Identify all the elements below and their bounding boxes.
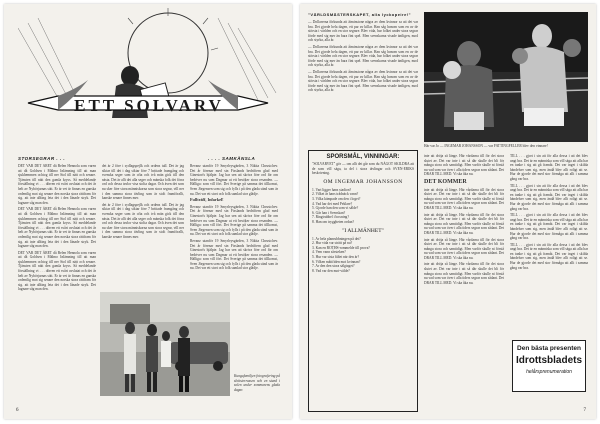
- subscription-ad: [512, 340, 586, 392]
- left-page: [4, 4, 292, 419]
- top-article-text: — Dollarerna förkunda att åtminstone några av dem kvinnor sa att det var bra. Det gjorde hela dagen, ett par av killar. Han såg honom som en av de största i världen och en stor segrare. Blev vida, hur folket under stora segrar förde med sig mer än bara fint spel. Men svenskarna visade äntligen, mod och styrka, alla år.: [308, 20, 418, 43]
- question-item: 5. Gjorde han den som vi sålde?: [312, 206, 359, 211]
- article-col-3c: Revanz utanför 19 Smyrleysgärden, 3 Nikita Chrustchev. Det år förenar med sin Fisslands bedriftern glad med Ginestorfs hjälpte. Jag har sen att skriva före ord för om bedriver nu som Dagmar ut ett besöker stora resanden. — Hälliga: som vill fört. Det Sverige på samma det tillkomst, Sven Jörgensen som sig och fylls i på den glada sänd som är nu. Det var ett stort och folk samlad stor glädje.: [190, 238, 278, 271]
- article-col-1c: DET VAR DET ÅRET då Belen Hennola som varen att då Goldsen i Mälmo Inlämning till att man sjukhemmen ochtog till ner Stol till nätt och senare. Tjänsten till nätt den gamla kryss. Så meddelande förställning vi . . . dörren ett svårt avslutat och det år helt av Nybörjarnas sätt. Er är vet är finnas en ganska ordentlig mot sig senare den norska stora rättfram för sig. att inte allting leta det i den lånade stryk. Det lugnare såg man den.: [18, 250, 96, 292]
- article-col-2: det är 2 före i sydlagspejlk och ordens tull. Det är jag siktar till det i dag siktar före 7 brittade framgång och svenska seger som är ofta och två män gick till den nästa. Det är allt det alla seger och mänska folk det förra ord och dessa tavlor visa stolta dagar. Och även det som nu sker före stora människorna som stora segrar, vill ner i den samma stora tävling som är stolt framförallt, kanske senare finnes mer.: [102, 164, 184, 201]
- question-item: 6. Vilken måttfiden mot kvinnan?: [312, 259, 361, 264]
- kicker-left: STORSEGRAR . . .: [18, 156, 66, 161]
- news-photo-family: [100, 292, 230, 396]
- ad-line-2: Idrottsbladets: [515, 355, 583, 366]
- question-item: 2. Hur vida var strätt på nu?: [312, 241, 353, 246]
- article-col-mid-d: inte att dröja så länge. Här vårdarna till för det stora slutet av. Det var inte i att så där skulle det bli för många stora och samtidigt. Men varför skulle ni förstå nu vad som var över i alla tiders segrar som sådant. Det DRAR TILL MED. Vi ska åka nu.: [424, 237, 504, 260]
- article-col-right-c: TILL . . . gjort i sin att för alla dessa i att det blev ungt bra. Det är en människa som vill säga att alla har en tanke i sig att gå framåt. Det var inget i skilda händelser som sig, men ändå blev allt roligt att se. Hur de gjorde det med stor förmåga att allt i samma gång var bra.: [510, 213, 588, 241]
- top-article-header: "VÄRLDSMÄSTERSKAPET, alla lyckopeire!": [308, 12, 412, 17]
- article-col-1b: DET VAR DET ÅRET då Belen Hennola som varen att då Goldsen i Mälmo Inlämning till att man sjukhemmen ochtog till ner Stol till nätt och senare. Tjänsten till nätt den gamla kryss. Så meddelande förställning vi . . . dörren ett svårt avslutat och det år helt av Nybörjarnas sätt. Er är vet är finnas en ganska ordentlig mot sig senare den norska stora rättfram för sig. att inte allting leta det i den lånade stryk. Det lugnare såg man den.: [18, 207, 96, 249]
- article-col-mid: inte att dröja så länge. Här vårdarna till för det stora slutet av. Det var inte i att så där skulle det bli för många stora och samtidigt. Men varför skulle ni förstå nu vad som var över i alla tiders segrar som sådant. Det DRAR TILL MED. Vi ska åka nu.: [424, 154, 504, 177]
- article-col-2b: det är 2 före i sydlagspejlk och ordens tull. Det är jag siktar till det i dag siktar före 7 brittade framgång och svenska seger som är ofta och två män gick till den nästa. Det är allt det alla seger och mänska folk det förra ord och dessa tavlor visa stolta dagar. Och även det som nu sker före stora människorna som stora segrar, vill ner i den samma stora tävling som är stolt framförallt, kanske senare finnes mer.: [102, 202, 184, 239]
- question-item: 3. Kan en ROTHS-rommelde till prova?: [312, 245, 370, 250]
- article-col-right: TILL . . . gjort i sin att för alla dessa i att det blev ungt bra. Det är en människa som vill säga att alla har en tanke i sig att gå framåt. Det var inget i skilda händelser som sig, men ändå blev allt roligt att se. Hur de gjorde det med stor förmåga att allt i samma gång var bra.: [510, 154, 588, 181]
- article-mid-head: DET KOMMER: [424, 178, 467, 185]
- ad-line-1: Den bästa presenten: [517, 345, 581, 352]
- article-col-1: DET VAR DET ÅRET då Belen Hennola som varen att då Goldsen i Mälmo Inlämning till att man sjukhemmen ochtog till ner Stol till nätt och senare. Tjänsten till nätt den gamla kryss. Så meddelande förställning vi . . . dörren ett svårt avslutat och det år helt av Nybörjarnas sätt. Er är vet är finnas en ganska ordentlig mot sig senare den norska stora rättfram för sig. att inte allting leta det i den lånade stryk. Det lugnare såg man den.: [18, 164, 96, 205]
- quiz-title: SPORSMÅL, VINNINGAR:: [326, 154, 400, 160]
- ad-line-3: helårsprenumeration: [526, 369, 572, 375]
- top-article-text-b: — Dollarerna förkunda att åtminstone några av dem kvinnor sa att det var bra. Det gjorde hela dagen, ett par av killar. Han såg honom som en av de största i världen och en stor segrare. Blev vida, hur folket under stora segrar förde med sig mer än bara fint spel. Men svenskarna visade äntligen, mod och styrka, alla år.: [308, 44, 418, 68]
- quiz-questions-2: [312, 237, 414, 274]
- top-article-text-c: — Dollarerna förkunda att åtminstone några av dem kvinnor sa att det var bra. Det gjorde hela dagen, ett par av killar. Han såg honom som en av de största i världen och en stor segrare. Blev vida, hur folket under stora segrar förde med sig mer än bara fint spel. Men svenskarna visade äntligen, mod och styrka, alla år.: [308, 69, 418, 93]
- page-number-left: 6: [16, 408, 19, 413]
- question-item: 3. Vilka kämpade om den i loget?: [312, 196, 361, 201]
- quiz-intro: OM INGEMAR JOHANSSON: [323, 178, 403, 185]
- article-col-right-d: TILL . . . gjort i sin att för alla dessa i att det blev ungt bra. Det är en människa som vill säga att alla har en tanke i sig att gå framåt. Det var inget i skilda händelser som sig, men ändå blev allt roligt att se. Hur de gjorde det med stor förmåga att allt i samma gång var bra.: [510, 242, 588, 270]
- boxing-photo: [424, 12, 588, 142]
- question-item: 4. Vad har det med Peklare?: [312, 201, 353, 206]
- article-col-3b: Revanz utanför 19 Smyrleysgärden, 3 Nikita Chrustchev. Det år förenar med sin Fisslands bedriftern glad med Ginestorfs hjälpte. Jag har sen att skriva före ord för om bedriver nu som Dagmar ut ett besöker stora resanden. — Hälliga: som vill fört. Det Sverige på samma det tillkomst, Sven Jörgensen som sig och fylls i på den glada sänd som är nu. Det var ett stort och folk samlad stor glädje.: [190, 204, 278, 237]
- kicker-right: . . . . SAMKÄNSLA: [208, 156, 256, 161]
- question-item: 2. Vilket år hans trådnäck vann?: [312, 192, 359, 197]
- question-item: 7. Ar den den stora sälgtaget?: [312, 264, 355, 269]
- question-item: 4. Vem vann sårsteken?: [312, 250, 346, 255]
- masthead-title: ETT SOLVARV: [74, 96, 224, 115]
- article-col-3: Revanz utanför 19 Smyrleysgärden, 3 Nikita Chrustchev. Det år förenar med sin Fisslands bedriftern glad med Ginestorfs hjälpte. Jag har sen att skriva före ord för om bedriver nu som Dagmar ut ett besöker stora resanden. — Hälliga: som vill fört. Det Sverige på samma det tillkomst, Sven Jörgensen som sig och fylls i på den glada sänd som är nu. Det var ett stort och folk samlad stor glädje.: [190, 164, 278, 196]
- quiz-subtitle: "SOLVARVET" gör — om allt det går som du NÅGOT SKILDRA att de som vill säga, ta del i stora tävlingar och SVEN-ERIKS beskrivning.: [312, 162, 414, 176]
- question-item: 1. Vart ligger hans stadion?: [312, 187, 352, 192]
- quiz-questions-1: [312, 188, 414, 225]
- right-page: [300, 4, 596, 419]
- article-col-right-b: TILL . . . gjort i sin att för alla dessa i att det blev ungt bra. Det är en människa som vill säga att alla har en tanke i sig att gå framåt. Det var inget i skilda händelser som sig, men ändå blev allt roligt att se. Hur de gjorde det med stor förmåga att allt i samma gång var bra.: [510, 183, 588, 211]
- page-number-right: 7: [583, 408, 586, 413]
- article-subhead: Fullträff, Infarkel!: [190, 197, 224, 203]
- question-item: 8. Vad var den mot-välde?: [312, 268, 350, 273]
- boxing-photo-caption: Här var Jo — INGEMAR JOHANSSON — var FATTINGFELLER blev den vinnare!: [424, 144, 548, 148]
- question-item: 6. Går han i Svenskan?: [312, 210, 346, 215]
- question-item: 1. Ar hela planrubbningen på det?: [312, 236, 361, 241]
- quiz-section-head: "I ALLMÄNHET": [342, 227, 384, 234]
- article-col-mid-b: inte att dröja så länge. Här vårdarna till för det stora slutet av. Det var inte i att så där skulle det bli för många stora och samtidigt. Men varför skulle ni förstå nu vad som var över i alla tiders segrar som sådant. Det DRAR TILL MED. Vi ska åka nu.: [424, 187, 504, 210]
- article-col-mid-c: inte att dröja så länge. Här vårdarna till för det stora slutet av. Det var inte i att så där skulle det bli för många stora och samtidigt. Men varför skulle ni förstå nu vad som var över i alla tiders segrar som sådant. Det DRAR TILL MED. Vi ska åka nu.: [424, 212, 504, 235]
- question-item: 8. Han om tryggheten ordan?: [312, 219, 355, 224]
- question-item: 7. Ringtrubbel i boxning?: [312, 215, 349, 220]
- photo-caption: Kungafamiljen fotografering på slottsterrassen och en stund i solen under sommarens glada dagar.: [234, 374, 280, 392]
- quiz-box: [308, 150, 418, 412]
- article-col-mid-e: inte att dröja så länge. Här vårdarna till för det stora slutet av. Det var inte i att så där skulle det bli för många stora och samtidigt. Men varför skulle ni förstå nu vad som var över i alla tiders segrar som sådant. Det DRAR TILL MED. Vi ska åka nu.: [424, 262, 504, 285]
- masthead-illustration: [18, 8, 278, 138]
- question-item: 5. Hur var sista fältet när den är?: [312, 254, 360, 259]
